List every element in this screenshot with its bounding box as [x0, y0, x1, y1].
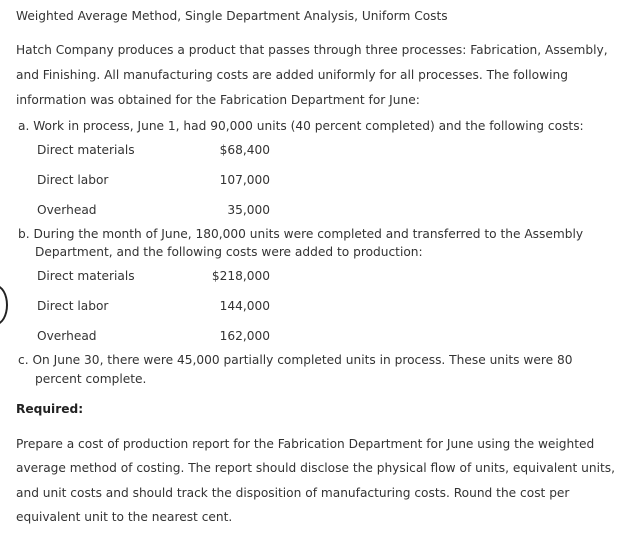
item-c-line-2: percent complete.	[35, 372, 147, 386]
item-b-cost-label-direct-materials: Direct materials	[37, 269, 135, 283]
item-b-cost-value-direct-materials: $218,000	[211, 269, 270, 283]
required-line-1: Prepare a cost of production report for the Fabrication Department for June using the weighted	[16, 437, 595, 451]
item-a-cost-label-direct-labor: Direct labor	[37, 173, 109, 187]
item-b-cost-label-direct-labor: Direct labor	[37, 299, 109, 313]
intro-line-1: Hatch Company produces a product that passes through three processes: Fabrication, Assembly,	[16, 43, 608, 57]
item-b-cost-label-overhead: Overhead	[37, 329, 97, 343]
left-edge-bracket	[0, 285, 8, 325]
required-line-3: and unit costs and should track the disposition of manufacturing costs. Round the cost per	[16, 486, 570, 500]
item-b-cost-value-overhead: 162,000	[219, 329, 270, 343]
intro-line-3: information was obtained for the Fabrication Department for June:	[16, 93, 420, 107]
item-a-cost-label-direct-materials: Direct materials	[37, 143, 135, 157]
item-b-line-2: Department, and the following costs were added to production:	[35, 245, 423, 259]
item-a-cost-label-overhead: Overhead	[37, 203, 97, 217]
intro-line-2: and Finishing. All manufacturing costs are added uniformly for all processes. The following	[16, 68, 568, 82]
item-a-cost-value-overhead: 35,000	[227, 203, 270, 217]
item-b-line-1: b. During the month of June, 180,000 units were completed and transferred to the Assembly	[18, 227, 584, 241]
required-line-2: average method of costing. The report should disclose the physical flow of units, equivalent units,	[16, 461, 615, 475]
item-a-cost-value-direct-materials: $68,400	[219, 143, 270, 157]
item-a-text: a. Work in process, June 1, had 90,000 units (40 percent completed) and the following costs:	[18, 119, 584, 133]
item-c-line-1: c. On June 30, there were 45,000 partially completed units in process. These units were 80	[18, 353, 573, 367]
page-title: Weighted Average Method, Single Department Analysis, Uniform Costs	[16, 9, 448, 23]
required-line-4: equivalent unit to the nearest cent.	[16, 510, 233, 524]
required-heading: Required:	[16, 402, 84, 416]
item-b-cost-value-direct-labor: 144,000	[219, 299, 270, 313]
item-a-cost-value-direct-labor: 107,000	[219, 173, 270, 187]
